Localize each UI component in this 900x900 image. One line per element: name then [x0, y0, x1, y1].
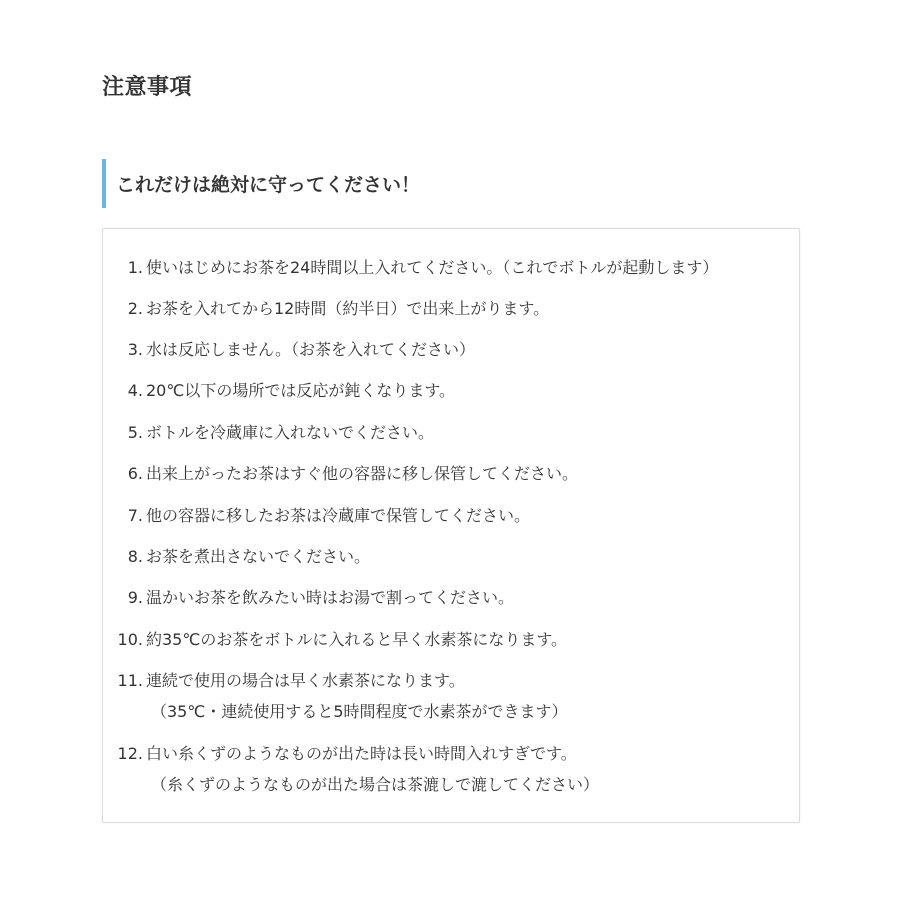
list-item-number: 12.	[117, 744, 143, 763]
list-item-number: 10.	[117, 630, 143, 649]
page-title: 注意事項	[102, 75, 193, 100]
list-item-text: 連続で使用の場合は早く水素茶になります。	[146, 671, 465, 690]
list-item-subtext: （糸くずのようなものが出た場合は茶漉しで漉してください）	[151, 775, 600, 794]
section-heading	[102, 159, 792, 208]
list-item-text: 温かいお茶を飲みたい時はお湯で割ってください。	[146, 588, 515, 607]
list-item-text: 白い糸くずのようなものが出た時は長い時間入れすぎです。	[146, 744, 577, 763]
section-heading-text: これだけは絶対に守ってください！	[116, 174, 421, 196]
list-item-text: 水は反応しません。（お茶を入れてください）	[146, 340, 475, 359]
list-item-number: 2.	[127, 299, 143, 318]
list-item-text: 出来上がったお茶はすぐ他の容器に移し保管してください。	[146, 464, 579, 483]
list-item-subtext: （35℃・連続使用すると5時間程度で水素茶ができます）	[151, 702, 568, 721]
list-item-text: ボトルを冷蔵庫に入れないでください。	[146, 423, 435, 442]
list-item-number: 4.	[127, 381, 143, 400]
list-item-text: 他の容器に移したお茶は冷蔵庫で保管してください。	[146, 506, 531, 525]
list-item-text: 20℃以下の場所では反応が鈍くなります。	[146, 381, 456, 400]
list-item-number: 3.	[127, 340, 143, 359]
notes-box	[102, 228, 800, 823]
list-item-number: 8.	[127, 547, 143, 566]
list-item-text: 約35℃のお茶をボトルに入れると早く水素茶になります。	[146, 630, 568, 649]
list-item-number: 11.	[117, 671, 143, 690]
list-item-number: 7.	[127, 506, 143, 525]
list-item-text: お茶を入れてから12時間（約半日）で出来上がります。	[146, 299, 550, 318]
list-item-number: 5.	[127, 423, 143, 442]
list-item-number: 9.	[127, 588, 143, 607]
list-item-number: 1.	[127, 258, 143, 277]
list-item-text: お茶を煮出さないでください。	[146, 547, 371, 566]
list-item-text: 使いはじめにお茶を24時間以上入れてください。（これでボトルが起動します）	[146, 258, 719, 277]
list-item-number: 6.	[127, 464, 143, 483]
